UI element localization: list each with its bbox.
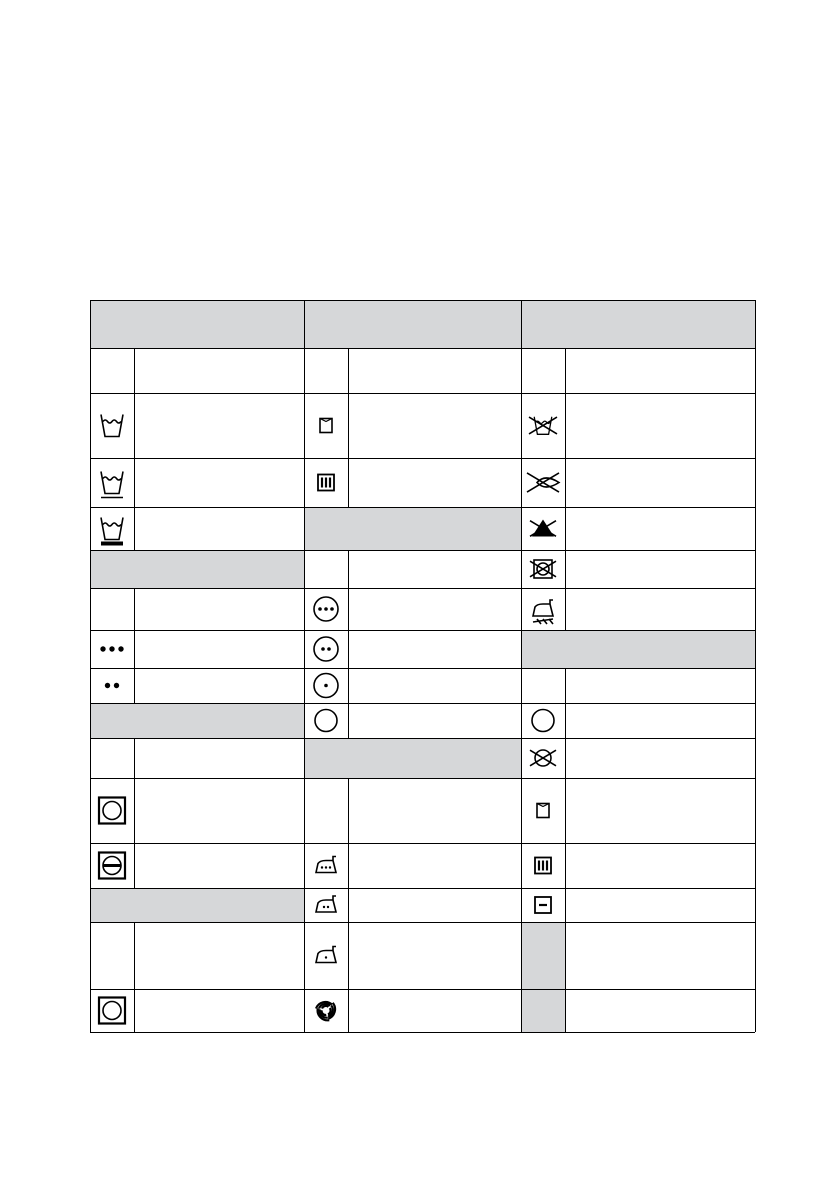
description-cell (348, 588, 521, 630)
section-header-cell (90, 888, 304, 922)
table-gridline (134, 922, 135, 989)
description-cell (348, 922, 521, 989)
drip-dry-icon (521, 778, 565, 843)
do-not-steam-iron-icon-glyph (521, 588, 565, 630)
section-header-cell (90, 550, 304, 588)
do-not-wash-icon (521, 393, 565, 458)
tumble-dry-hanging-icon-glyph (90, 843, 134, 888)
circle-icon-glyph (521, 703, 565, 738)
description-cell (348, 458, 521, 507)
symbol-cell (521, 393, 565, 458)
iron-medium-icon (304, 888, 348, 922)
tumble-dry-low-heat-icon (304, 668, 348, 703)
line-dry-icon-glyph (521, 843, 565, 888)
care-symbols-table (90, 300, 755, 1032)
do-not-steam-iron-icon (521, 588, 565, 630)
table-gridline (565, 888, 566, 922)
do-not-tumble-dry-icon (521, 550, 565, 588)
table-gridline (521, 393, 755, 394)
table-gridline (134, 348, 135, 393)
description-cell (565, 588, 755, 630)
table-gridline (90, 843, 304, 844)
table-gridline (521, 668, 755, 669)
table-header-cell (304, 300, 521, 348)
table-gridline (134, 778, 135, 843)
description-cell (134, 393, 304, 458)
description-cell (348, 703, 521, 738)
symbol-cell (90, 778, 134, 843)
table-gridline (134, 989, 135, 1032)
symbol-cell (304, 703, 348, 738)
symbol-cell (90, 630, 134, 668)
symbol-cell (521, 922, 565, 989)
description-cell (134, 507, 304, 550)
table-gridline (304, 550, 521, 551)
table-gridline (90, 778, 304, 779)
table-gridline (565, 393, 566, 458)
do-not-wash-icon-glyph (521, 393, 565, 458)
symbol-cell (90, 458, 134, 507)
drip-dry-icon (304, 393, 348, 458)
table-gridline (134, 507, 135, 550)
symbol-cell (304, 458, 348, 507)
table-gridline (348, 668, 349, 703)
description-cell (348, 778, 521, 843)
symbol-cell (521, 458, 565, 507)
symbol-cell (521, 778, 565, 843)
table-gridline (521, 843, 755, 844)
symbol-cell (90, 393, 134, 458)
table-gridline (304, 703, 521, 704)
table-gridline (521, 888, 755, 889)
table-gridline (90, 668, 304, 669)
table-gridline (304, 922, 521, 923)
table-gridline (304, 458, 521, 459)
table-gridline (521, 630, 755, 631)
table-gridline (565, 550, 566, 588)
three-dots-icon (90, 630, 134, 668)
symbol-cell (90, 738, 134, 778)
section-header-cell (304, 507, 521, 550)
description-cell (348, 348, 521, 393)
table-gridline (348, 778, 349, 843)
table-gridline (304, 843, 521, 844)
table-gridline (521, 348, 755, 349)
description-cell (348, 550, 521, 588)
table-gridline (134, 458, 135, 507)
table-gridline (304, 300, 305, 1032)
description-cell (565, 458, 755, 507)
iron-high-icon-glyph (304, 843, 348, 888)
description-cell (565, 778, 755, 843)
iron-medium-icon-glyph (304, 888, 348, 922)
description-cell (565, 393, 755, 458)
symbol-cell (521, 738, 565, 778)
description-cell (134, 922, 304, 989)
symbol-cell (521, 843, 565, 888)
table-gridline (565, 507, 566, 550)
symbol-cell (521, 348, 565, 393)
table-gridline (90, 738, 304, 739)
description-cell (134, 843, 304, 888)
table-gridline (90, 507, 304, 508)
table-gridline (521, 738, 755, 739)
table-gridline (90, 922, 304, 923)
description-cell (565, 507, 755, 550)
description-cell (348, 393, 521, 458)
table-gridline (565, 922, 566, 989)
two-dots-icon (90, 668, 134, 703)
symbol-cell (304, 630, 348, 668)
wash-tub-very-gentle-icon (90, 507, 134, 550)
table-gridline (565, 703, 566, 738)
wash-tub-very-gentle-icon-glyph (90, 507, 134, 550)
table-gridline (521, 703, 755, 704)
description-cell (348, 989, 521, 1032)
tumble-dry-icon-glyph (90, 778, 134, 843)
symbol-cell (90, 588, 134, 630)
table-gridline (304, 738, 521, 739)
description-cell (565, 550, 755, 588)
table-gridline (304, 888, 521, 889)
table-gridline (565, 458, 566, 507)
table-gridline (348, 550, 349, 588)
table-gridline (348, 588, 349, 630)
description-cell (134, 588, 304, 630)
do-not-wring-icon-glyph (521, 458, 565, 507)
line-dry-icon (304, 458, 348, 507)
symbol-cell (521, 588, 565, 630)
wash-tub-gentle-icon-glyph (90, 458, 134, 507)
table-gridline (90, 393, 304, 394)
description-cell (348, 630, 521, 668)
symbol-cell (90, 507, 134, 550)
tumble-dry-any-heat-icon (304, 703, 348, 738)
description-cell (134, 989, 304, 1032)
symbol-cell (90, 989, 134, 1032)
line-dry-icon (521, 843, 565, 888)
iron-high-icon (304, 843, 348, 888)
symbol-cell (90, 922, 134, 989)
table-gridline (521, 458, 755, 459)
table-gridline (90, 348, 304, 349)
symbol-cell (304, 550, 348, 588)
table-gridline (90, 550, 304, 551)
two-dots-icon-glyph (90, 668, 134, 703)
do-not-dry-clean-icon-glyph (521, 738, 565, 778)
table-gridline (565, 348, 566, 393)
drip-dry-icon-glyph (521, 778, 565, 843)
table-gridline (304, 588, 521, 589)
description-cell (134, 630, 304, 668)
table-gridline (521, 550, 755, 551)
description-cell (565, 989, 755, 1032)
table-gridline (134, 630, 135, 668)
table-gridline (304, 348, 521, 349)
tumble-dry-low-heat-icon-glyph (304, 668, 348, 703)
woolmark-icon-glyph (304, 989, 348, 1032)
table-gridline (348, 630, 349, 668)
table-gridline (348, 922, 349, 989)
description-cell (348, 668, 521, 703)
table-gridline (521, 507, 755, 508)
symbol-cell (521, 888, 565, 922)
description-cell (134, 668, 304, 703)
table-gridline (304, 668, 521, 669)
description-cell (134, 348, 304, 393)
tumble-dry-medium-icon (304, 630, 348, 668)
do-not-bleach-icon (521, 507, 565, 550)
symbol-cell (304, 843, 348, 888)
description-cell (565, 843, 755, 888)
symbol-cell (304, 588, 348, 630)
table-gridline (90, 300, 755, 301)
table-gridline (565, 738, 566, 778)
table-gridline (348, 888, 349, 922)
description-cell (348, 843, 521, 888)
table-gridline (565, 588, 566, 630)
table-gridline (565, 778, 566, 843)
table-gridline (348, 393, 349, 458)
table-gridline (304, 630, 521, 631)
table-gridline (348, 703, 349, 738)
table-gridline (521, 922, 755, 923)
description-cell (134, 738, 304, 778)
tumble-dry-any-heat-icon-glyph (304, 703, 348, 738)
table-gridline (521, 989, 755, 990)
description-cell (565, 738, 755, 778)
symbol-cell (304, 668, 348, 703)
table-gridline (565, 843, 566, 888)
circle-icon (521, 703, 565, 738)
woolmark-icon (304, 989, 348, 1032)
description-cell (348, 888, 521, 922)
table-gridline (134, 843, 135, 888)
section-header-cell (90, 703, 304, 738)
description-cell (134, 458, 304, 507)
table-gridline (90, 888, 304, 889)
symbol-cell (304, 348, 348, 393)
table-gridline (90, 989, 304, 990)
flat-dry-icon-glyph (521, 888, 565, 922)
table-gridline (134, 738, 135, 778)
table-gridline (90, 1032, 755, 1033)
symbol-cell (304, 989, 348, 1032)
symbol-cell (521, 989, 565, 1032)
table-gridline (348, 843, 349, 888)
tumble-dry-medium-icon-glyph (304, 630, 348, 668)
table-gridline (90, 300, 91, 1032)
symbol-cell (90, 668, 134, 703)
table-header-cell (521, 300, 755, 348)
table-gridline (521, 778, 755, 779)
table-gridline (348, 989, 349, 1032)
description-cell (565, 348, 755, 393)
table-gridline (134, 668, 135, 703)
table-gridline (521, 588, 755, 589)
tumble-dry-hanging-icon (90, 843, 134, 888)
table-gridline (134, 393, 135, 458)
iron-low-icon-glyph (304, 922, 348, 989)
symbol-cell (304, 393, 348, 458)
table-gridline (565, 989, 566, 1032)
tumble-dry-high-icon-glyph (304, 588, 348, 630)
table-gridline (90, 703, 304, 704)
symbol-cell (521, 703, 565, 738)
description-cell (565, 703, 755, 738)
table-gridline (304, 778, 521, 779)
symbol-cell (90, 843, 134, 888)
wash-tub-icon (90, 393, 134, 458)
description-cell (565, 888, 755, 922)
symbol-cell (304, 778, 348, 843)
table-gridline (304, 393, 521, 394)
table-gridline (755, 300, 756, 1032)
drip-dry-icon-glyph (304, 393, 348, 458)
table-gridline (134, 588, 135, 630)
table-gridline (565, 668, 566, 703)
tumble-dry-low-icon (90, 989, 134, 1032)
table-gridline (521, 300, 522, 1032)
table-gridline (348, 348, 349, 393)
do-not-wring-icon (521, 458, 565, 507)
do-not-tumble-dry-icon-glyph (521, 550, 565, 588)
section-header-cell (521, 630, 755, 668)
table-header-cell (90, 300, 304, 348)
description-cell (565, 668, 755, 703)
symbol-cell (521, 668, 565, 703)
symbol-cell (304, 922, 348, 989)
three-dots-icon-glyph (90, 630, 134, 668)
wash-tub-icon-glyph (90, 393, 134, 458)
line-dry-icon-glyph (304, 458, 348, 507)
table-gridline (90, 588, 304, 589)
symbol-cell (521, 550, 565, 588)
do-not-dry-clean-icon (521, 738, 565, 778)
symbol-cell (90, 348, 134, 393)
wash-tub-gentle-icon (90, 458, 134, 507)
tumble-dry-low-icon-glyph (90, 989, 134, 1032)
table-gridline (90, 458, 304, 459)
tumble-dry-icon (90, 778, 134, 843)
flat-dry-icon (521, 888, 565, 922)
table-gridline (90, 630, 304, 631)
section-header-cell (304, 738, 521, 778)
tumble-dry-high-icon (304, 588, 348, 630)
description-cell (134, 778, 304, 843)
symbol-cell (521, 507, 565, 550)
description-cell (565, 922, 755, 989)
table-gridline (304, 989, 521, 990)
table-gridline (304, 507, 521, 508)
do-not-bleach-icon-glyph (521, 507, 565, 550)
table-gridline (348, 458, 349, 507)
iron-low-icon (304, 922, 348, 989)
symbol-cell (304, 888, 348, 922)
